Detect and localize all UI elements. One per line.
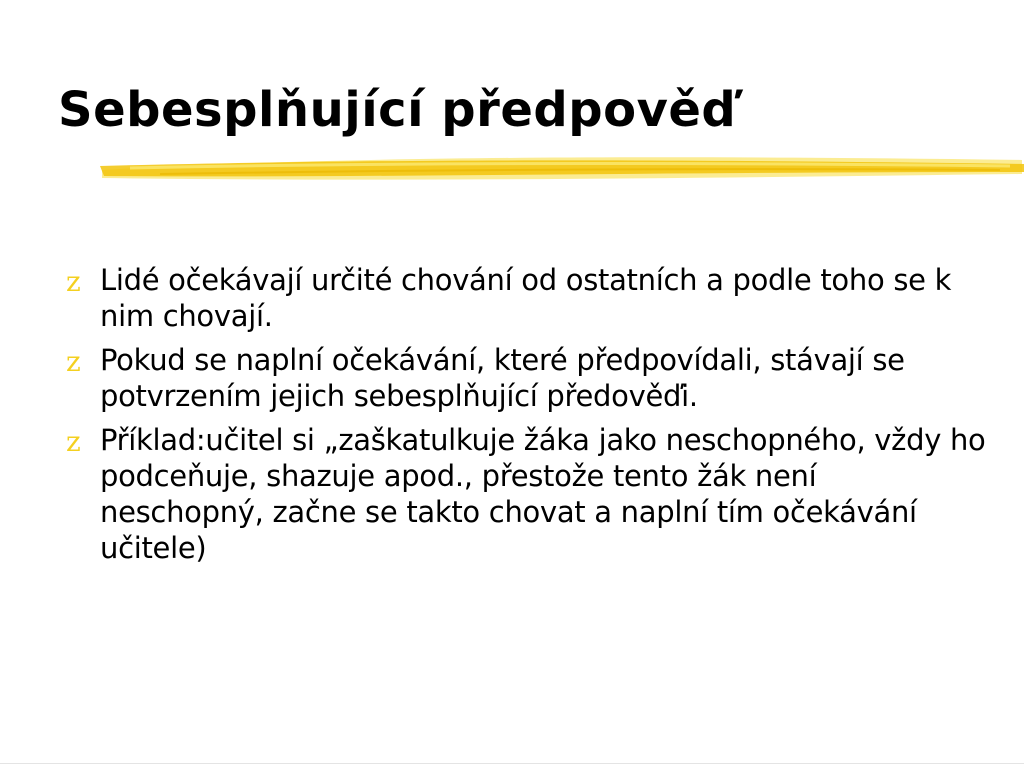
bottom-divider [0,763,1024,764]
bullet-item [66,342,986,414]
z-swirl-bullet-icon: z [66,265,81,298]
z-swirl-bullet-icon: z [66,345,81,378]
title-underline-brush-stroke [100,148,1024,188]
slide-title: Sebesplňující předpověď [58,82,737,138]
bullet-text: Pokud se naplní očekávání, které předpovídali, stávají se potvrzením jejich sebesplňující předověďi. [100,343,905,413]
bullet-text: Příklad:učitel si „zaškatulkuje žáka jako neschopného, vždy ho podceňuje, shazuje apod., přestože tento žák není neschopný, začne se takto chovat a naplní tím očekávání učitele) [100,423,986,565]
bullet-list [66,262,986,574]
bullet-item [66,422,986,566]
bullet-item [66,262,986,334]
bullet-text: Lidé očekávají určité chování od ostatních a podle toho se k nim chovají. [100,263,952,333]
z-swirl-bullet-icon: z [66,425,81,458]
